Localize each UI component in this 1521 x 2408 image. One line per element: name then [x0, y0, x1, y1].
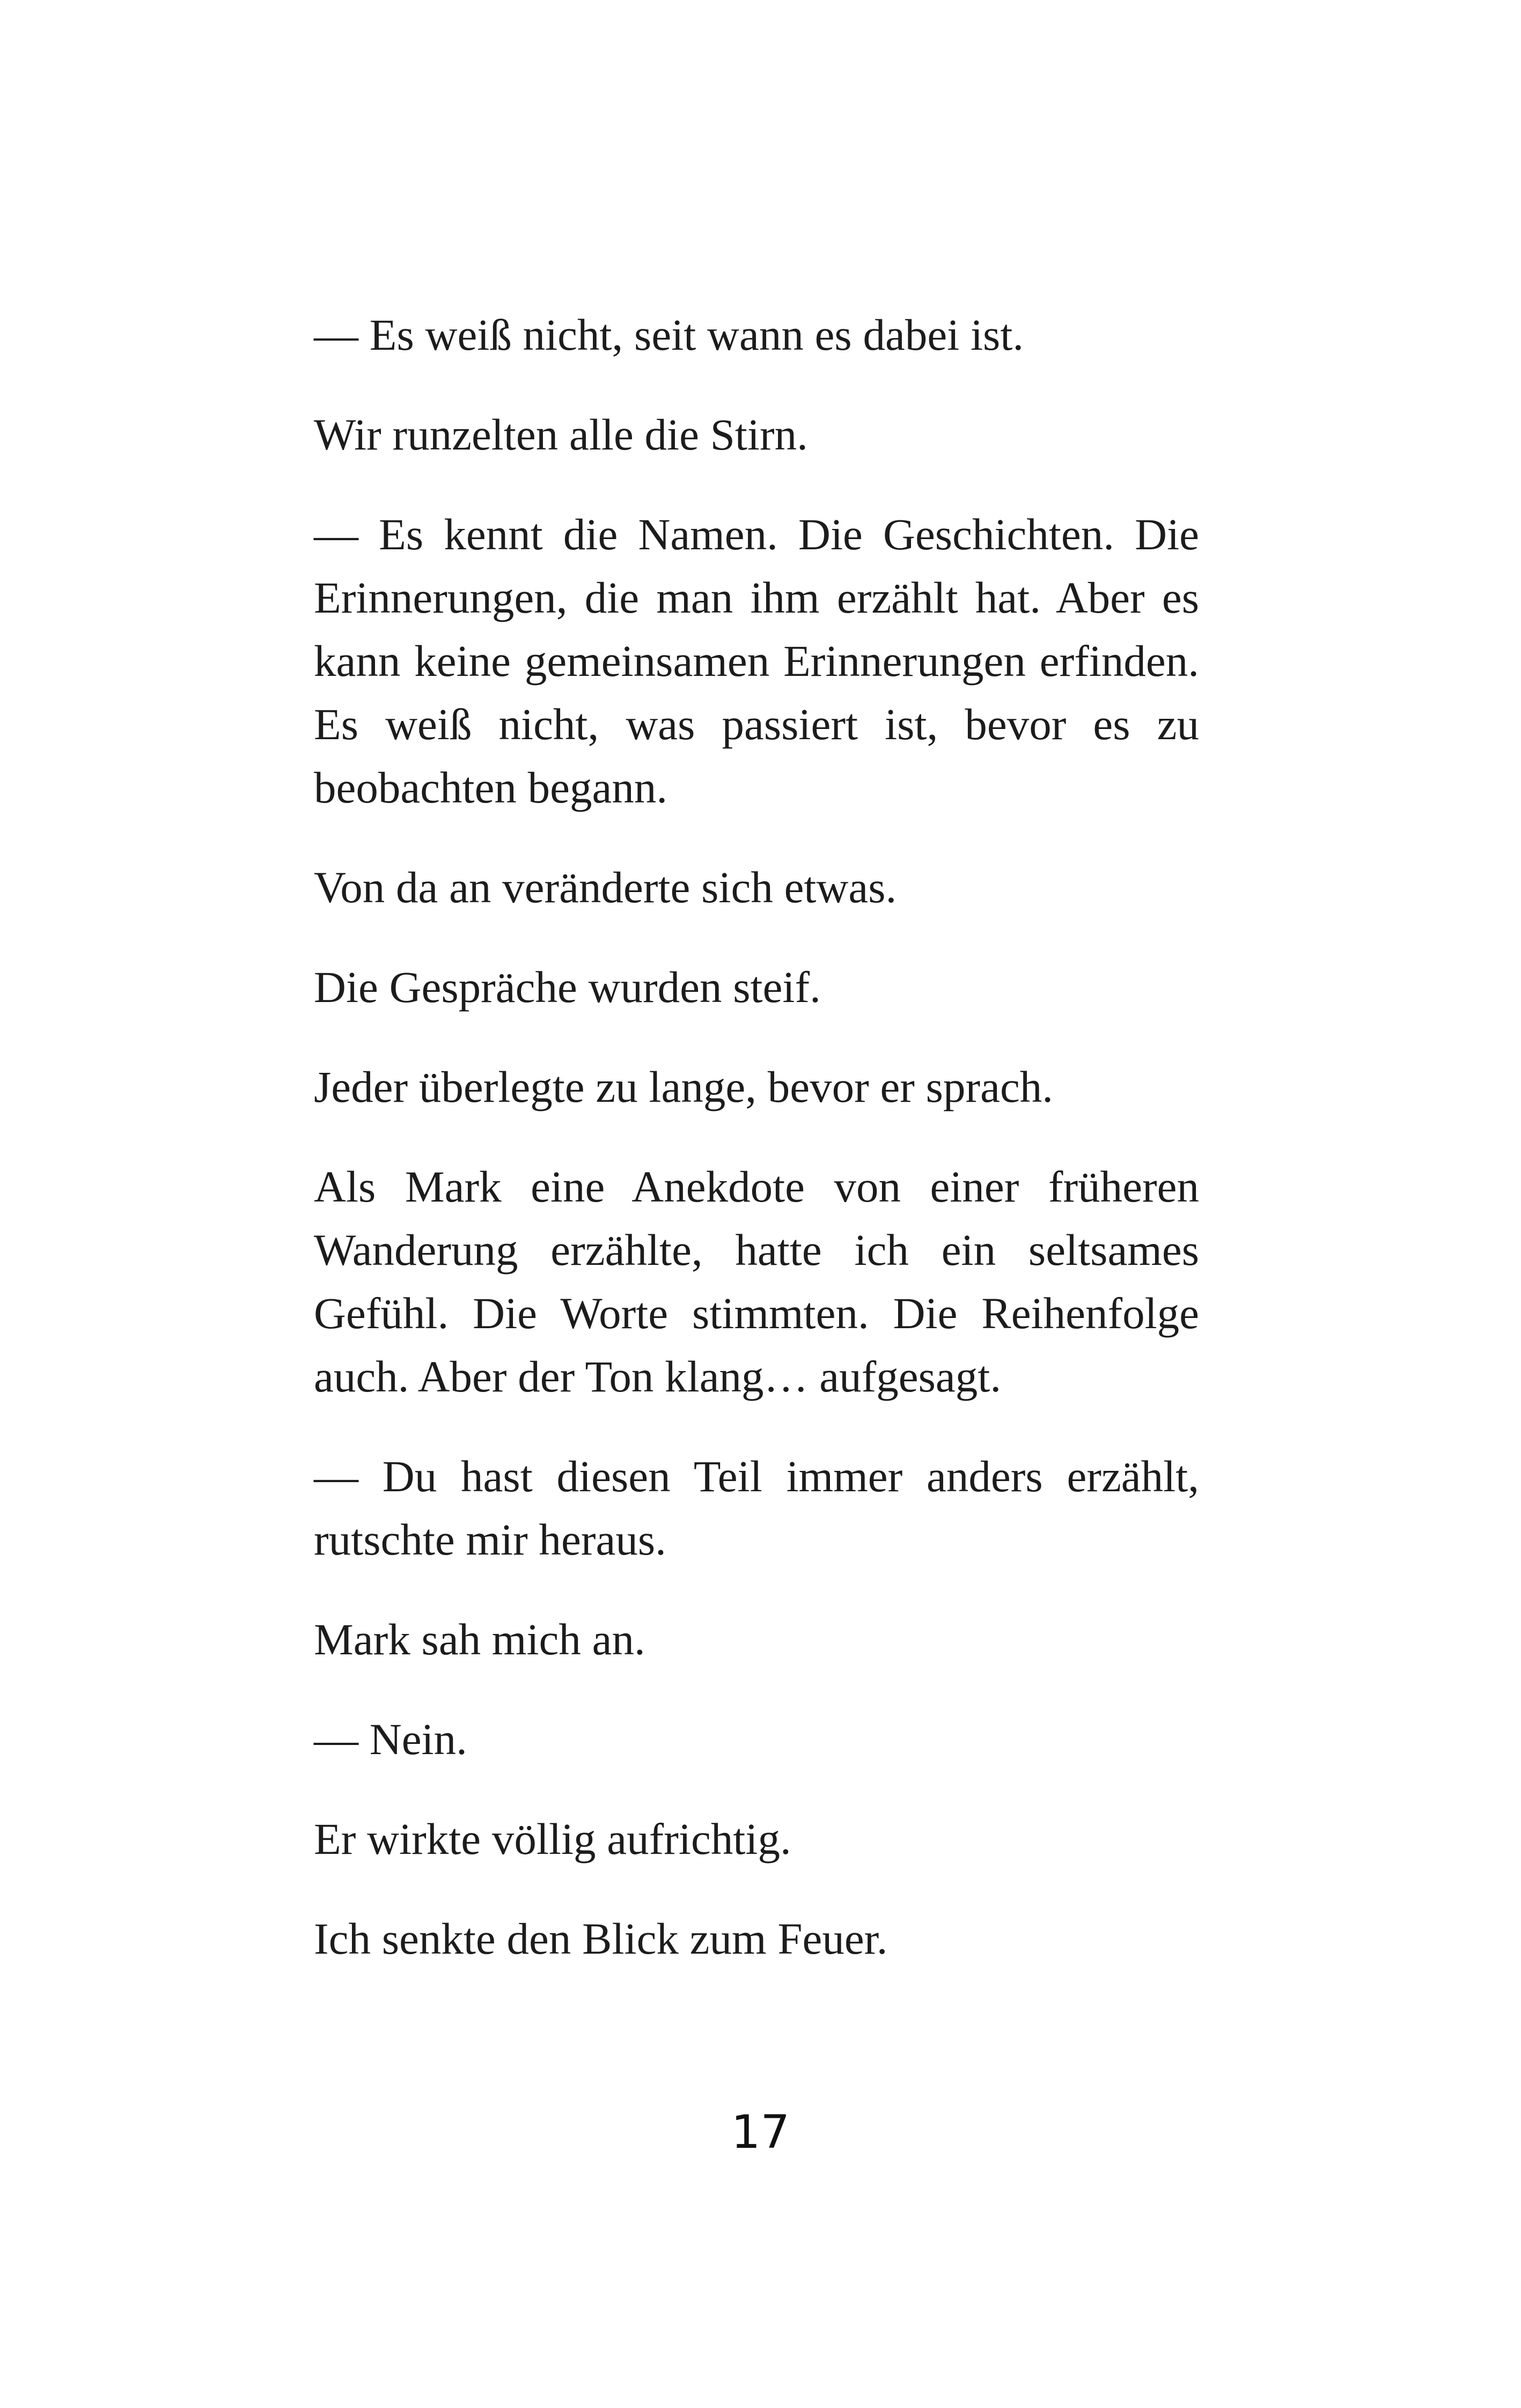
- paragraph: Als Mark eine Anekdote von einer früheren Wanderung erzählte, hatte ich ein seltsames Gefühl. Die Worte stimmten. Die Reihenfolge auch. Aber der Ton klang… aufgesagt.: [314, 1162, 1199, 1401]
- paragraph: Er wirkte völlig aufrichtig.: [314, 1814, 791, 1864]
- paragraph: — Es weiß nicht, seit wann es dabei ist.: [314, 310, 1024, 359]
- page-number: 17: [731, 2105, 790, 2159]
- paragraph: — Du hast diesen Teil immer anders erzählt, rutschte mir heraus.: [314, 1452, 1199, 1564]
- paragraph: — Nein.: [314, 1714, 467, 1764]
- paragraph: Die Gespräche wurden steif.: [314, 962, 821, 1012]
- paragraph: Ich senkte den Blick zum Feuer.: [314, 1914, 888, 1963]
- paragraph: — Es kennt die Namen. Die Geschichten. Die Erinnerungen, die man ihm erzählt hat. Aber es kann keine gemeinsamen Erinnerungen erfinden. Es weiß nicht, was passiert ist, bevor es zu beobachten begann.: [314, 510, 1199, 812]
- paragraph: Jeder überlegte zu lange, bevor er sprach.: [314, 1062, 1054, 1111]
- body-text: [314, 303, 1199, 2007]
- paragraph: Von da an veränderte sich etwas.: [314, 863, 897, 912]
- paragraph: Wir runzelten alle die Stirn.: [314, 410, 808, 459]
- paragraph: Mark sah mich an.: [314, 1615, 645, 1664]
